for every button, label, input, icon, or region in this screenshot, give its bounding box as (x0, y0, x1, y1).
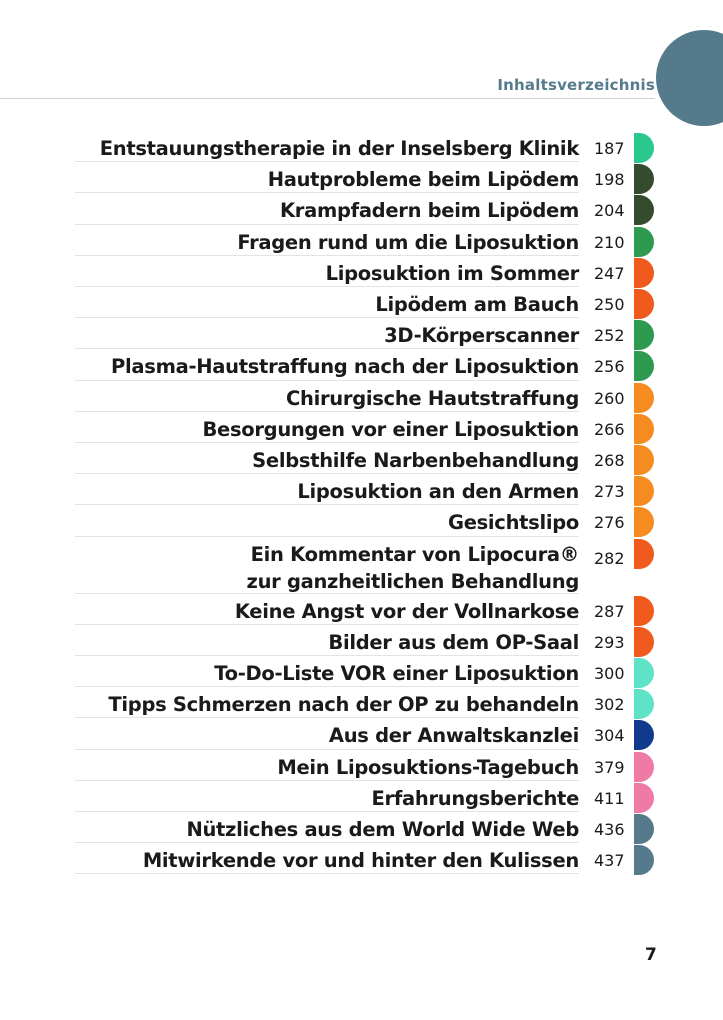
toc-entry-title: Selbsthilfe Narbenbehandlung (252, 449, 579, 472)
toc-entry-title: Krampfadern beim Lipödem (279, 199, 579, 223)
chapter-color-tab (634, 258, 654, 288)
toc-entry[interactable] (0, 539, 723, 596)
toc-entry[interactable] (0, 258, 723, 289)
chapter-color-tab (634, 414, 654, 444)
toc-entry-title: Bilder aus dem OP-Saal (328, 630, 579, 654)
toc-separator (75, 380, 579, 381)
toc-entry-page: 437 (594, 851, 625, 871)
chapter-color-tab (634, 195, 654, 225)
toc-entry-title: Fragen rund um die Liposuktion (237, 230, 579, 254)
toc-separator (75, 780, 579, 781)
chapter-color-tab (634, 720, 654, 750)
chapter-color-tab (634, 351, 654, 381)
toc-entry-page: 247 (594, 263, 625, 283)
toc-entry-page: 204 (594, 201, 625, 221)
page-number: 7 (645, 945, 657, 965)
toc-separator (75, 686, 579, 687)
toc-separator (75, 317, 579, 318)
toc-entry-title: Plasma-Hautstraffung nach der Liposuktion (111, 355, 579, 379)
toc-separator (75, 624, 579, 625)
toc-entry-page: 276 (594, 513, 625, 533)
toc-entry-title: Nützliches aus dem World Wide Web (186, 818, 579, 841)
toc-entry[interactable] (0, 689, 723, 720)
toc-entry-page: 379 (594, 757, 625, 777)
toc-entry[interactable] (0, 445, 723, 476)
chapter-color-tab (634, 658, 654, 688)
chapter-color-tab (634, 383, 654, 413)
toc-entry-title: Erfahrungsberichte (371, 786, 579, 810)
toc-entry-page: 266 (594, 419, 625, 439)
chapter-color-tab (634, 289, 654, 319)
chapter-color-tab (634, 596, 654, 626)
toc-entry-page: 273 (594, 482, 625, 502)
toc-separator (75, 842, 579, 843)
toc-entry-page: 411 (594, 788, 625, 808)
toc-separator (75, 749, 579, 750)
toc-entry-title: Mitwirkende vor und hinter den Kulissen (142, 849, 579, 873)
toc-entry-title: Liposuktion an den Armen (297, 480, 579, 504)
toc-entry-title: Liposuktion im Sommer (325, 261, 579, 285)
toc-entry-title: Besorgungen vor einer Liposuktion (202, 417, 579, 441)
chapter-color-tab (634, 164, 654, 194)
toc-separator (75, 224, 579, 225)
toc-separator (75, 473, 579, 474)
toc-entry-title-line: zur ganzheitlichen Behandlung (246, 569, 579, 593)
toc-entry[interactable] (0, 414, 723, 445)
toc-entry[interactable] (0, 195, 723, 226)
toc-entry-page: 302 (594, 695, 625, 715)
toc-entry-page: 436 (594, 820, 625, 839)
chapter-color-tab (634, 689, 654, 719)
toc-separator (75, 811, 579, 812)
toc-entry[interactable] (0, 133, 723, 164)
toc-separator (75, 442, 579, 443)
toc-separator (75, 873, 579, 874)
toc-entry-page: 287 (594, 601, 625, 621)
chapter-color-tab (634, 627, 654, 657)
toc-entry[interactable] (0, 289, 723, 320)
toc-entry-title-line: Ein Kommentar von Lipocura® (250, 542, 579, 566)
toc-entry-title: To-Do-Liste VOR einer Liposuktion (214, 662, 579, 685)
chapter-color-tab (634, 783, 654, 813)
chapter-color-tab (634, 320, 654, 350)
toc-entry[interactable] (0, 383, 723, 414)
toc-entry-page: 293 (594, 632, 625, 652)
toc-separator (75, 504, 579, 505)
toc-entry-title: Tipps Schmerzen nach der OP zu behandeln (108, 693, 579, 717)
toc-entry[interactable] (0, 507, 723, 538)
toc-entry[interactable] (0, 720, 723, 751)
toc-separator (75, 161, 579, 162)
toc-separator (75, 717, 579, 718)
toc-entry-title (60, 541, 579, 595)
chapter-color-tab (634, 814, 654, 844)
toc-entry-page: 250 (594, 295, 625, 314)
toc-entry[interactable] (0, 752, 723, 783)
toc-entry-page: 282 (594, 548, 625, 568)
chapter-color-tab (634, 752, 654, 782)
toc-entry-page: 260 (594, 388, 625, 408)
chapter-color-tab (634, 539, 654, 569)
toc-entry-page: 187 (594, 139, 625, 158)
toc-entry-page: 304 (594, 726, 625, 746)
chapter-color-tab (634, 507, 654, 537)
toc-entry[interactable] (0, 658, 723, 689)
toc-separator (75, 536, 579, 537)
toc-entry-title: 3D-Körperscanner (384, 324, 579, 348)
toc-entry[interactable] (0, 351, 723, 382)
toc-entry[interactable] (0, 596, 723, 627)
toc-separator (75, 593, 579, 594)
toc-separator (75, 348, 579, 349)
toc-entry[interactable] (0, 227, 723, 258)
toc-entry-page: 268 (594, 451, 625, 470)
chapter-color-tab (634, 445, 654, 475)
toc-entry-page: 300 (594, 664, 625, 683)
toc-entry-title: Keine Angst vor der Vollnarkose (234, 599, 579, 623)
toc-entry-title: Hautprobleme beim Lipödem (267, 168, 579, 192)
toc-entry-title: Lipödem am Bauch (375, 293, 579, 316)
toc-entry[interactable] (0, 627, 723, 658)
toc-separator (75, 192, 579, 193)
toc-entry-title: Aus der Anwaltskanzlei (328, 724, 579, 748)
toc-entry-title: Mein Liposuktions-Tagebuch (277, 755, 579, 779)
toc-entry[interactable] (0, 320, 723, 351)
chapter-color-tab (634, 845, 654, 875)
toc-entry[interactable] (0, 783, 723, 814)
toc-separator (75, 411, 579, 412)
toc-entry-title: Chirurgische Hautstraffung (286, 386, 579, 410)
toc-entry-title: Entstauungstherapie in der Inselsberg Klinik (99, 137, 579, 160)
chapter-color-tab (634, 133, 654, 163)
toc-separator (75, 255, 579, 256)
toc-entry-title: Gesichtslipo (447, 511, 579, 535)
toc-separator (75, 286, 579, 287)
toc-entry-page: 252 (594, 326, 625, 346)
toc-entry[interactable] (0, 814, 723, 845)
toc-entry[interactable] (0, 476, 723, 507)
toc-separator (75, 655, 579, 656)
toc-entry-page: 210 (594, 232, 625, 252)
toc-entry-page: 256 (594, 357, 625, 377)
toc-entry-page: 198 (594, 170, 625, 190)
chapter-color-tab (634, 476, 654, 506)
toc-entry[interactable] (0, 845, 723, 876)
chapter-color-tab (634, 227, 654, 257)
section-title: Inhaltsverzeichnis (497, 76, 655, 94)
toc-entry[interactable] (0, 164, 723, 195)
